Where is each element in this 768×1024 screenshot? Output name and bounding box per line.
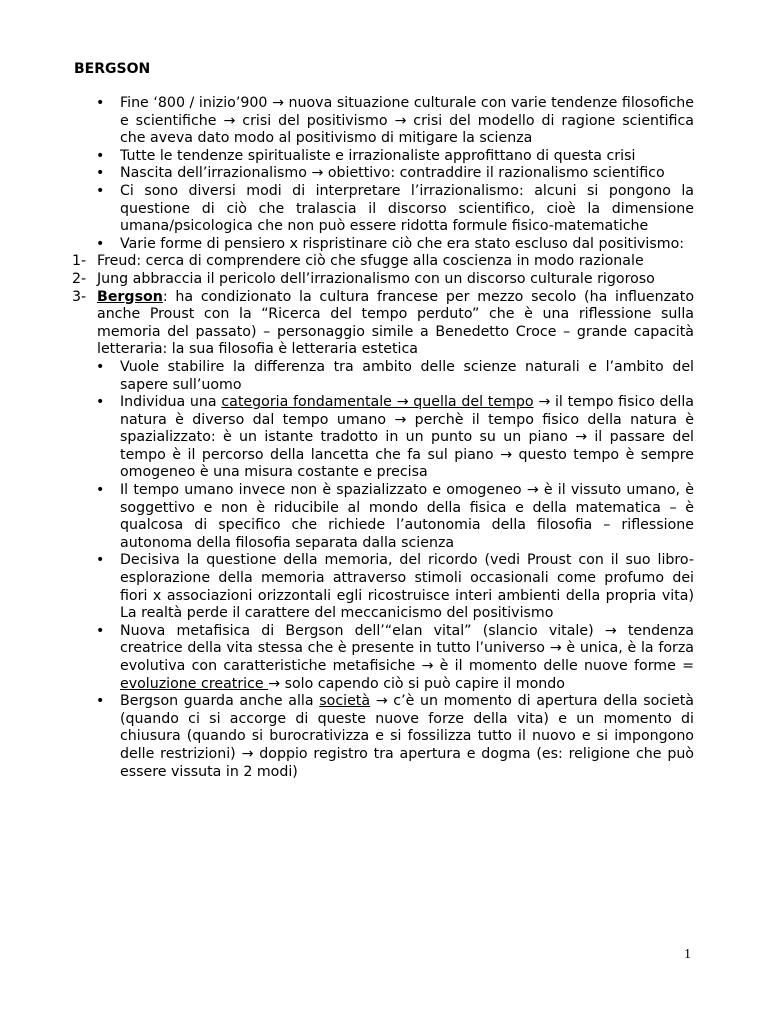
item-number: 2- [72, 270, 87, 287]
bullet-icon: • [96, 552, 105, 569]
numbered-item-text: Jung abbraccia il pericolo dell’irrazionalismo con un discorso culturale rigoroso [97, 270, 655, 287]
numbered-item-text: Freud: cerca di comprendere ciò che sfugge alla coscienza in modo razionale [97, 253, 644, 270]
bullet-icon: • [96, 358, 105, 375]
sub-list-item [72, 623, 694, 693]
sub-item-text: Individua una [120, 394, 222, 411]
numbered-item-jung [0, 271, 694, 289]
bullet-icon: • [96, 165, 105, 182]
sub-item-text: → il tempo fisico della natura è diverso dal tempo umano → perchè il tempo fisico della natura è spazializzato: è un istante tradotto in un punto su un piano → il passare del tempo è il percorso della lancetta che fa sul piano → questo tempo è sempre omogeneo è una misura costante e precisa [120, 394, 694, 481]
bullet-icon: • [96, 235, 105, 252]
bullet-icon: • [96, 394, 105, 411]
bullet-icon: • [96, 482, 105, 499]
sub-item-text: Decisiva la questione della memoria, del ricordo (vedi Proust con il suo libro- esplorazione della memoria attraverso stimoli occasionali come profumo dei fiori x associazioni orizzontali egli ricostruisce interi ambienti della propria vita) La realtà perde il carattere del meccanicismo del positivismo [120, 552, 694, 622]
list-item-text: Fine ‘800 / inizio’900 → nuova situazione culturale con varie tendenze filosofiche e scientifiche → crisi del positivismo → crisi del modello di ragione scientifica che aveva dato modo al positivismo di mitigare la scienza [120, 95, 694, 147]
sub-item-text: Vuole stabilire la differenza tra ambito delle scienze naturali e l’ambito del sapere sull’uomo [120, 358, 694, 393]
list-item-text: Nascita dell’irrazionalismo → obiettivo: contraddire il razionalismo scientifico [120, 165, 665, 182]
sub-list-item [72, 552, 694, 622]
item-number: 3- [72, 288, 87, 305]
sub-item-text: Bergson guarda anche alla [120, 693, 320, 710]
numbered-item-freud [0, 253, 694, 271]
underlined-term: società [319, 693, 371, 710]
underlined-term: evoluzione creatrice [120, 675, 269, 692]
document-body [72, 95, 694, 781]
item-number: 1- [72, 253, 87, 270]
page-title: BERGSON [74, 61, 151, 77]
list-item-text: Varie forme di pensiero x rispristinare ciò che era stato escluso dal positivismo: [120, 235, 685, 252]
page-number: 1 [684, 947, 691, 962]
list-item [72, 165, 694, 183]
list-item-text: Tutte le tendenze spiritualiste e irrazionaliste approfittano di questa crisi [120, 147, 636, 164]
sub-list-item [72, 482, 694, 552]
list-item [72, 236, 694, 254]
bergson-heading: Bergson [97, 288, 163, 305]
bullet-icon: • [96, 622, 105, 639]
sub-item-text: → c’è un momento di apertura della società (quando ci si accorge di queste nuove forze della vita) e un momento di chiusura (quando si burocrativizza e si fossilizza tutto il nuovo e si impongono delle restrizioni) → doppio registro tra apertura e dogma (es: religione che può essere vissuta in 2 modi) [120, 693, 694, 780]
bullet-icon: • [96, 182, 105, 199]
list-item [72, 95, 694, 148]
sub-item-text: Il tempo umano invece non è spazializzato e omogeneo → è il vissuto umano, è soggettivo e non è riducibile al mondo della fisica e della matematica – è qualcosa di specifico che richiede l’autonomia della filosofia – riflessione autonoma della filosofia separata dalla scienza [120, 482, 694, 551]
numbered-item-bergson [0, 289, 694, 359]
bullet-icon: • [96, 693, 105, 710]
list-item [72, 148, 694, 166]
sub-list-item [72, 394, 694, 482]
sub-item-text: Nuova metafisica di Bergson dell’“elan vital” (slancio vitale) → tendenza creatrice della vita stessa che è presente in tutto l’universo → è unica, è la forza evolutiva con caratteristiche metafisiche → è il momento delle nuove forme = [120, 622, 694, 674]
bullet-icon: • [96, 95, 105, 111]
list-item [72, 183, 694, 236]
underlined-term: categoria fondamentale → quella del tempo [221, 394, 534, 411]
sub-item-text: → solo capendo ciò si può capire il mondo [268, 675, 565, 692]
sub-list-item [72, 693, 694, 781]
bullet-icon: • [96, 147, 105, 164]
list-item-text: Ci sono diversi modi di interpretare l’irrazionalismo: alcuni si pongono la questione di ciò che tralascia il discorso scientifico, cioè la dimensione umana/psicologica che non può essere ridotta formule fisico-matematiche [120, 182, 694, 235]
sub-list-item [72, 359, 694, 394]
numbered-item-text: : ha condizionato la cultura francese per mezzo secolo (ha influenzato anche Proust con la “Ricerca del tempo perduto” che è una riflessione sulla memoria del passato) – personaggio simile a Benedetto Croce – grande capacità letteraria: la sua filosofia è letteraria estetica [97, 288, 694, 358]
